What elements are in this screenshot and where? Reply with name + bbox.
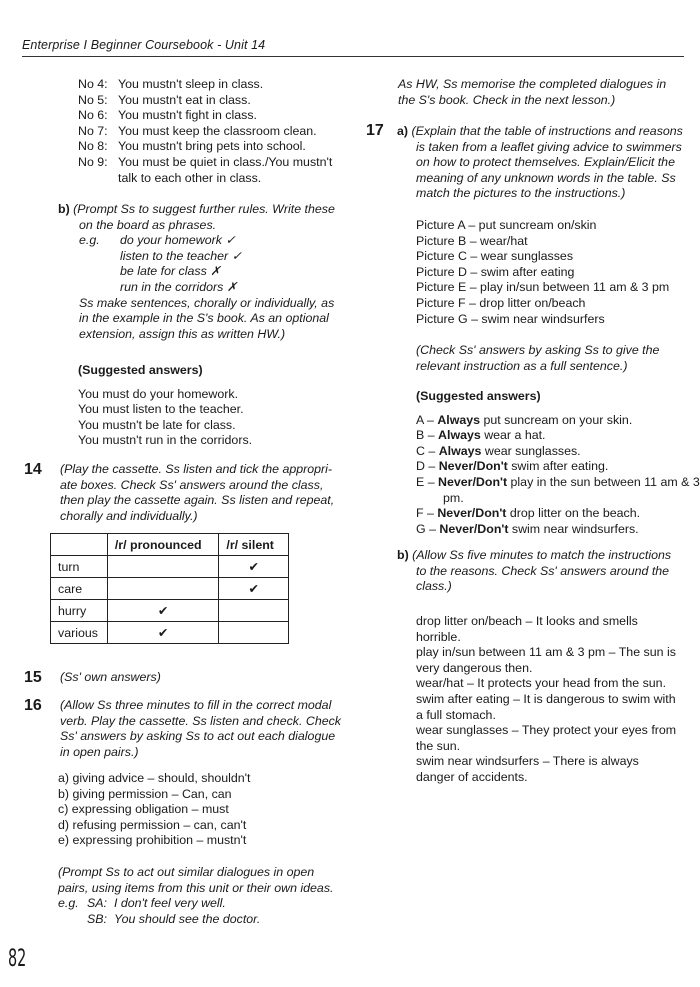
table-cell: hurry bbox=[51, 600, 108, 622]
tick-cell: ✔ bbox=[219, 556, 289, 578]
table-row bbox=[51, 600, 289, 622]
reason-item: swim near windsurfers – There is always danger of accidents. bbox=[416, 754, 639, 784]
exercise-16-answers bbox=[58, 771, 358, 849]
reason-item: wear/hat – It protects your head from the sun. bbox=[416, 676, 667, 691]
rule-line: No 7: You must keep the classroom clean. bbox=[78, 123, 317, 138]
answer-line: G – Never/Don't swim near windsurfers. bbox=[416, 521, 639, 536]
exercise-14-number: 14 bbox=[24, 461, 42, 478]
rule-line-cont: talk to each other in class. bbox=[118, 170, 262, 185]
b-line: on the board as phrases. bbox=[79, 217, 217, 232]
reason-item: swim after eating – It is dangerous to swim with a full stomach. bbox=[416, 691, 676, 722]
answer-line: d) refusing permission – can, can't bbox=[58, 817, 247, 832]
header-rule bbox=[22, 56, 684, 57]
tick-cell bbox=[219, 622, 289, 644]
table-header-cell: /r/ pronounced bbox=[107, 534, 219, 556]
tick-cell bbox=[107, 578, 219, 600]
answer-line: c) expressing obligation – must bbox=[58, 802, 229, 817]
table-row bbox=[51, 556, 289, 578]
rule-line: No 5: You mustn't eat in class. bbox=[78, 92, 251, 107]
rule-line: No 9: You must be quiet in class./You mustn't bbox=[78, 154, 333, 169]
table-cell: turn bbox=[51, 556, 108, 578]
b-more-line: Ss make sentences, chorally or individually, as bbox=[79, 295, 335, 310]
table-row bbox=[51, 578, 289, 600]
picture-item: Picture A – put suncream on/skin bbox=[416, 218, 597, 232]
eg-item: run in the corridors ✗ bbox=[120, 279, 238, 294]
picture-item: Picture E – play in/sun between 11 am & 3 pm bbox=[416, 280, 670, 295]
check-note: (Check Ss' answers by asking Ss to give the relevant instruction as a full sentence.) bbox=[416, 343, 660, 373]
exercise-16-followup: (Prompt Ss to act out similar dialogues in open pairs, using items from this unit or their own ideas. e.g. SA: I don't feel very well. SB: You should see the doctor. bbox=[58, 865, 358, 927]
b-label: b) bbox=[58, 202, 70, 216]
answer-line: F – Never/Don't drop litter on the beach. bbox=[416, 506, 641, 521]
answer-line: A – Always put suncream on your skin. bbox=[416, 412, 633, 427]
eg-item: listen to the teacher ✓ bbox=[120, 248, 242, 263]
tick-cell: ✔ bbox=[219, 578, 289, 600]
answer-line: E – Never/Don't play in the sun between 11 am & 3 pm. bbox=[416, 474, 700, 505]
reason-item: drop litter on/beach – It looks and smells horrible. bbox=[416, 614, 638, 644]
exercise-17-number: 17 bbox=[366, 122, 384, 139]
pronunciation-table bbox=[50, 533, 289, 644]
running-header: Enterprise I Beginner Coursebook - Unit 14 bbox=[22, 38, 266, 52]
answer-line: You must do your homework. bbox=[78, 386, 239, 401]
answer-line: You mustn't run in the corridors. bbox=[78, 433, 253, 448]
right-top-note: As HW, Ss memorise the completed dialogues in the S's book. Check in the next lesson.) bbox=[398, 77, 667, 107]
section-b-prompt bbox=[58, 202, 358, 342]
answer-line: B – Always wear a hat. bbox=[416, 428, 546, 443]
exercise-15-text: (Ss' own answers) bbox=[60, 670, 161, 684]
picture-item: Picture C – wear sunglasses bbox=[416, 249, 574, 264]
table-cell: care bbox=[51, 578, 108, 600]
exercise-16-instructions: (Allow Ss three minutes to fill in the correct modal verb. Play the cassette. Ss listen and check. Check Ss' answers by asking Ss to act out each dialogue in open pairs.) bbox=[60, 698, 341, 759]
exercise-14-instructions: (Play the cassette. Ss listen and tick the appropri- ate boxes. Check Ss' answers around the class, then play the cassette again. Ss listen and repeat, chorally and individually.) bbox=[60, 462, 335, 523]
rules-list bbox=[78, 77, 368, 186]
b-more-line: in the example in the S's book. As an optional bbox=[79, 311, 329, 326]
b-line: (Prompt Ss to suggest further rules. Write these bbox=[73, 202, 335, 216]
table-cell: various bbox=[51, 622, 108, 644]
tick-cell: ✔ bbox=[107, 600, 219, 622]
answer-line: a) giving advice – should, shouldn't bbox=[58, 771, 251, 785]
b-label: b) bbox=[397, 548, 409, 562]
dialogue-line: e.g. SA: I don't feel very well. bbox=[58, 896, 226, 911]
left-suggested-answers bbox=[78, 363, 368, 449]
page-number: 82 bbox=[8, 944, 27, 972]
answer-line: e) expressing prohibition – mustn't bbox=[58, 833, 247, 848]
picture-list bbox=[416, 218, 691, 327]
picture-item: Picture D – swim after eating bbox=[416, 264, 575, 279]
a-label: a) bbox=[397, 124, 409, 138]
tick-cell bbox=[219, 600, 289, 622]
table-row bbox=[51, 622, 289, 644]
table-header-cell: /r/ silent bbox=[219, 534, 289, 556]
exercise-17a-instructions: a) (Explain that the table of instructions and reasons is taken from a leaflet giving advice to swimmers on how to protect themselves. Explain/Elicit the meaning of any unknown words in the table. Ss match the pictures to the instructions.) bbox=[397, 124, 683, 201]
right-suggested-answers bbox=[416, 389, 700, 537]
dialogue-line: SB: You should see the doctor. bbox=[87, 911, 261, 926]
b-more-line: extension, assign this as written HW.) bbox=[79, 326, 286, 341]
picture-item: Picture G – swim near windsurfers bbox=[416, 311, 605, 326]
tick-cell: ✔ bbox=[107, 622, 219, 644]
eg-item: e.g. do your homework ✓ bbox=[79, 233, 236, 248]
exercise-17b-instructions: b) (Allow Ss five minutes to match the instructions to the reasons. Check Ss' answers around the class.) bbox=[397, 548, 672, 594]
eg-item: be late for class ✗ bbox=[120, 264, 221, 279]
exercise-15-number: 15 bbox=[24, 669, 42, 686]
answer-line: You must listen to the teacher. bbox=[78, 402, 244, 417]
reasons-list bbox=[416, 614, 679, 786]
suggested-heading: (Suggested answers) bbox=[416, 389, 541, 403]
exercise-16-number: 16 bbox=[24, 697, 42, 714]
reason-item: play in/sun between 11 am & 3 pm – The sun is very dangerous then. bbox=[416, 645, 676, 675]
rule-line: No 4: You mustn't sleep in class. bbox=[78, 77, 264, 91]
picture-item: Picture F – drop litter on/beach bbox=[416, 295, 586, 310]
tick-cell bbox=[107, 556, 219, 578]
answer-line: D – Never/Don't swim after eating. bbox=[416, 459, 609, 474]
answer-line: C – Always wear sunglasses. bbox=[416, 443, 581, 458]
rule-line: No 6: You mustn't fight in class. bbox=[78, 108, 257, 123]
picture-item: Picture B – wear/hat bbox=[416, 233, 528, 248]
table-header-row bbox=[51, 534, 289, 556]
answer-line: b) giving permission – Can, can bbox=[58, 786, 232, 801]
reason-item: wear sunglasses – They protect your eyes from the sun. bbox=[416, 723, 677, 753]
suggested-heading: (Suggested answers) bbox=[78, 363, 203, 377]
table-header-cell bbox=[51, 534, 108, 556]
answer-line: You mustn't be late for class. bbox=[78, 417, 236, 432]
rule-line: No 8: You mustn't bring pets into school. bbox=[78, 139, 306, 154]
